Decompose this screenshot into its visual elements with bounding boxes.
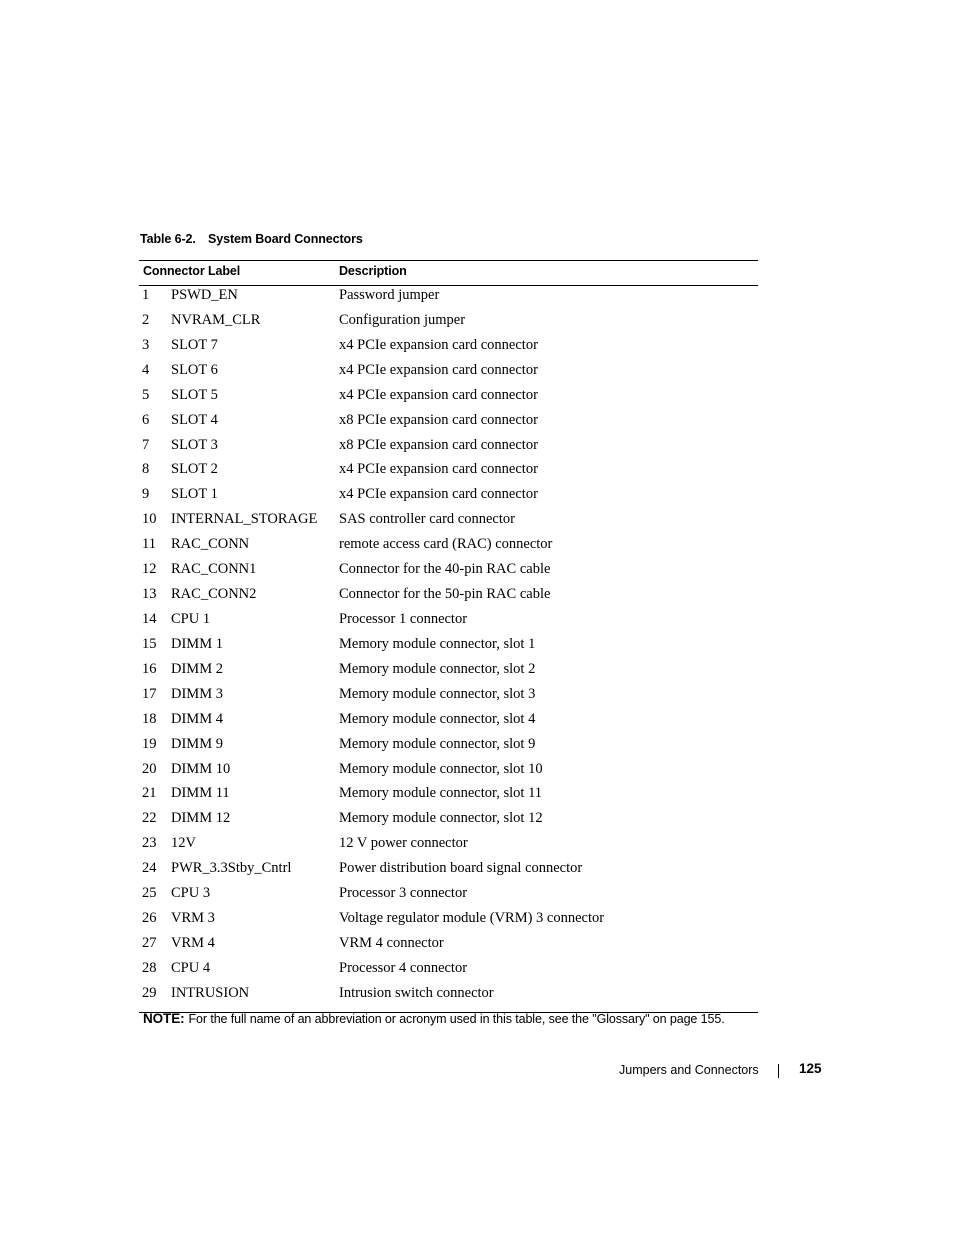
row-connector-label: VRM 3 xyxy=(171,910,215,927)
row-description: Connector for the 40-pin RAC cable xyxy=(339,561,551,578)
table-row xyxy=(139,535,758,560)
row-connector-label: DIMM 4 xyxy=(171,710,223,727)
table-row xyxy=(139,485,758,510)
table-title: System Board Connectors xyxy=(208,232,363,246)
row-number: 19 xyxy=(142,735,157,752)
row-number: 13 xyxy=(142,586,157,603)
table-row xyxy=(139,610,758,635)
row-description: Memory module connector, slot 11 xyxy=(339,785,543,802)
row-connector-label: SLOT 5 xyxy=(171,386,218,403)
table-row xyxy=(139,834,758,859)
row-number: 25 xyxy=(142,885,157,902)
row-number: 3 xyxy=(142,336,150,353)
row-description: Memory module connector, slot 2 xyxy=(339,660,536,677)
table-row xyxy=(139,909,758,934)
row-number: 20 xyxy=(142,760,157,777)
row-number: 12 xyxy=(142,561,157,578)
row-number: 2 xyxy=(142,311,150,328)
connectors-table xyxy=(139,260,758,1013)
row-description: Configuration jumper xyxy=(339,311,466,328)
row-connector-label: DIMM 1 xyxy=(171,635,223,652)
row-connector-label: DIMM 10 xyxy=(171,760,231,777)
row-description: x8 PCIe expansion card connector xyxy=(339,436,538,453)
footer-section-title: Jumpers and Connectors xyxy=(619,1063,759,1077)
table-row xyxy=(139,685,758,710)
row-number: 11 xyxy=(142,536,156,553)
row-number: 22 xyxy=(142,810,157,827)
row-number: 21 xyxy=(142,785,157,802)
table-row xyxy=(139,660,758,685)
row-connector-label: PWR_3.3Stby_Cntrl xyxy=(171,860,292,877)
note-text: For the full name of an abbreviation or acronym used in this table, see the "Glossary" on page 155. xyxy=(188,1012,725,1026)
row-connector-label: SLOT 7 xyxy=(171,336,218,353)
table-row xyxy=(139,760,758,785)
row-number: 1 xyxy=(142,287,150,303)
table-row xyxy=(139,809,758,834)
row-connector-label: 12V xyxy=(171,835,196,852)
table-row xyxy=(139,735,758,760)
table-row xyxy=(139,784,758,809)
note-label: NOTE: xyxy=(143,1011,185,1026)
row-description: Memory module connector, slot 3 xyxy=(339,685,536,702)
row-description: x4 PCIe expansion card connector xyxy=(339,361,538,378)
table-row xyxy=(139,311,758,336)
table-row xyxy=(139,635,758,660)
row-number: 18 xyxy=(142,710,157,727)
row-number: 28 xyxy=(142,959,157,976)
row-connector-label: RAC_CONN1 xyxy=(171,561,257,578)
row-description: Power distribution board signal connector xyxy=(339,860,583,877)
table-note xyxy=(143,1011,725,1026)
row-description: Voltage regulator module (VRM) 3 connector xyxy=(339,910,605,927)
row-number: 9 xyxy=(142,486,150,503)
table-row xyxy=(139,436,758,461)
row-description: Connector for the 50-pin RAC cable xyxy=(339,586,551,603)
row-number: 24 xyxy=(142,860,157,877)
row-description: x4 PCIe expansion card connector xyxy=(339,486,538,503)
row-description: remote access card (RAC) connector xyxy=(339,536,553,553)
row-description: SAS controller card connector xyxy=(339,511,515,528)
table-row xyxy=(139,884,758,909)
table-row xyxy=(139,286,758,311)
row-description: Intrusion switch connector xyxy=(339,984,494,1001)
row-connector-label: CPU 3 xyxy=(171,885,211,902)
table-row xyxy=(139,510,758,535)
row-connector-label: SLOT 4 xyxy=(171,411,218,428)
row-number: 27 xyxy=(142,934,157,951)
row-connector-label: VRM 4 xyxy=(171,934,215,951)
row-number: 14 xyxy=(142,610,157,627)
table-row xyxy=(139,710,758,735)
table-number: Table 6-2. xyxy=(140,232,196,246)
row-number: 6 xyxy=(142,411,150,428)
row-number: 17 xyxy=(142,685,157,702)
table-row xyxy=(139,361,758,386)
table-row xyxy=(139,585,758,610)
row-description: VRM 4 connector xyxy=(339,934,444,951)
row-connector-label: INTERNAL_STORAGE xyxy=(171,511,318,528)
row-description: x4 PCIe expansion card connector xyxy=(339,461,538,478)
row-connector-label: SLOT 6 xyxy=(171,361,218,378)
row-description: Memory module connector, slot 9 xyxy=(339,735,536,752)
row-description: Memory module connector, slot 1 xyxy=(339,635,536,652)
row-connector-label: PSWD_EN xyxy=(171,287,238,303)
row-connector-label: INTRUSION xyxy=(171,984,250,1001)
row-connector-label: SLOT 1 xyxy=(171,486,218,503)
row-connector-label: DIMM 3 xyxy=(171,685,223,702)
table-row xyxy=(139,934,758,959)
row-description: x4 PCIe expansion card connector xyxy=(339,336,538,353)
table-row xyxy=(139,411,758,436)
row-description: Memory module connector, slot 12 xyxy=(339,810,543,827)
row-number: 5 xyxy=(142,386,150,403)
row-description: Password jumper xyxy=(339,287,440,303)
table-row xyxy=(139,560,758,585)
row-number: 8 xyxy=(142,461,150,478)
row-number: 10 xyxy=(142,511,157,528)
row-connector-label: CPU 1 xyxy=(171,610,211,627)
table-row xyxy=(139,336,758,361)
row-description: Processor 1 connector xyxy=(339,610,468,627)
row-number: 7 xyxy=(142,436,150,453)
row-number: 26 xyxy=(142,910,157,927)
row-number: 29 xyxy=(142,984,157,1001)
row-connector-label: RAC_CONN2 xyxy=(171,586,257,603)
table-row xyxy=(139,959,758,984)
footer-separator xyxy=(778,1064,779,1078)
row-description: x8 PCIe expansion card connector xyxy=(339,411,538,428)
page-number: 125 xyxy=(799,1061,822,1076)
row-connector-label: NVRAM_CLR xyxy=(171,311,261,328)
table-row xyxy=(139,984,758,1009)
row-connector-label: DIMM 12 xyxy=(171,810,231,827)
row-description: Memory module connector, slot 10 xyxy=(339,760,543,777)
table-row xyxy=(139,859,758,884)
row-connector-label: DIMM 11 xyxy=(171,785,230,802)
row-description: Processor 4 connector xyxy=(339,959,468,976)
table-body xyxy=(139,286,758,1013)
table-row xyxy=(139,386,758,411)
row-description: 12 V power connector xyxy=(339,835,468,852)
row-connector-label: CPU 4 xyxy=(171,959,211,976)
row-connector-label: DIMM 2 xyxy=(171,660,223,677)
row-description: Processor 3 connector xyxy=(339,885,468,902)
row-number: 15 xyxy=(142,635,157,652)
table-row xyxy=(139,460,758,485)
row-number: 23 xyxy=(142,835,157,852)
header-description: Description xyxy=(339,264,407,278)
row-connector-label: DIMM 9 xyxy=(171,735,223,752)
header-connector-label: Connector Label xyxy=(143,264,241,278)
row-number: 16 xyxy=(142,660,157,677)
table-header xyxy=(139,260,758,286)
row-connector-label: RAC_CONN xyxy=(171,536,250,553)
row-connector-label: SLOT 3 xyxy=(171,436,218,453)
row-connector-label: SLOT 2 xyxy=(171,461,218,478)
row-number: 4 xyxy=(142,361,150,378)
row-description: Memory module connector, slot 4 xyxy=(339,710,536,727)
table-caption xyxy=(140,232,363,246)
row-description: x4 PCIe expansion card connector xyxy=(339,386,538,403)
